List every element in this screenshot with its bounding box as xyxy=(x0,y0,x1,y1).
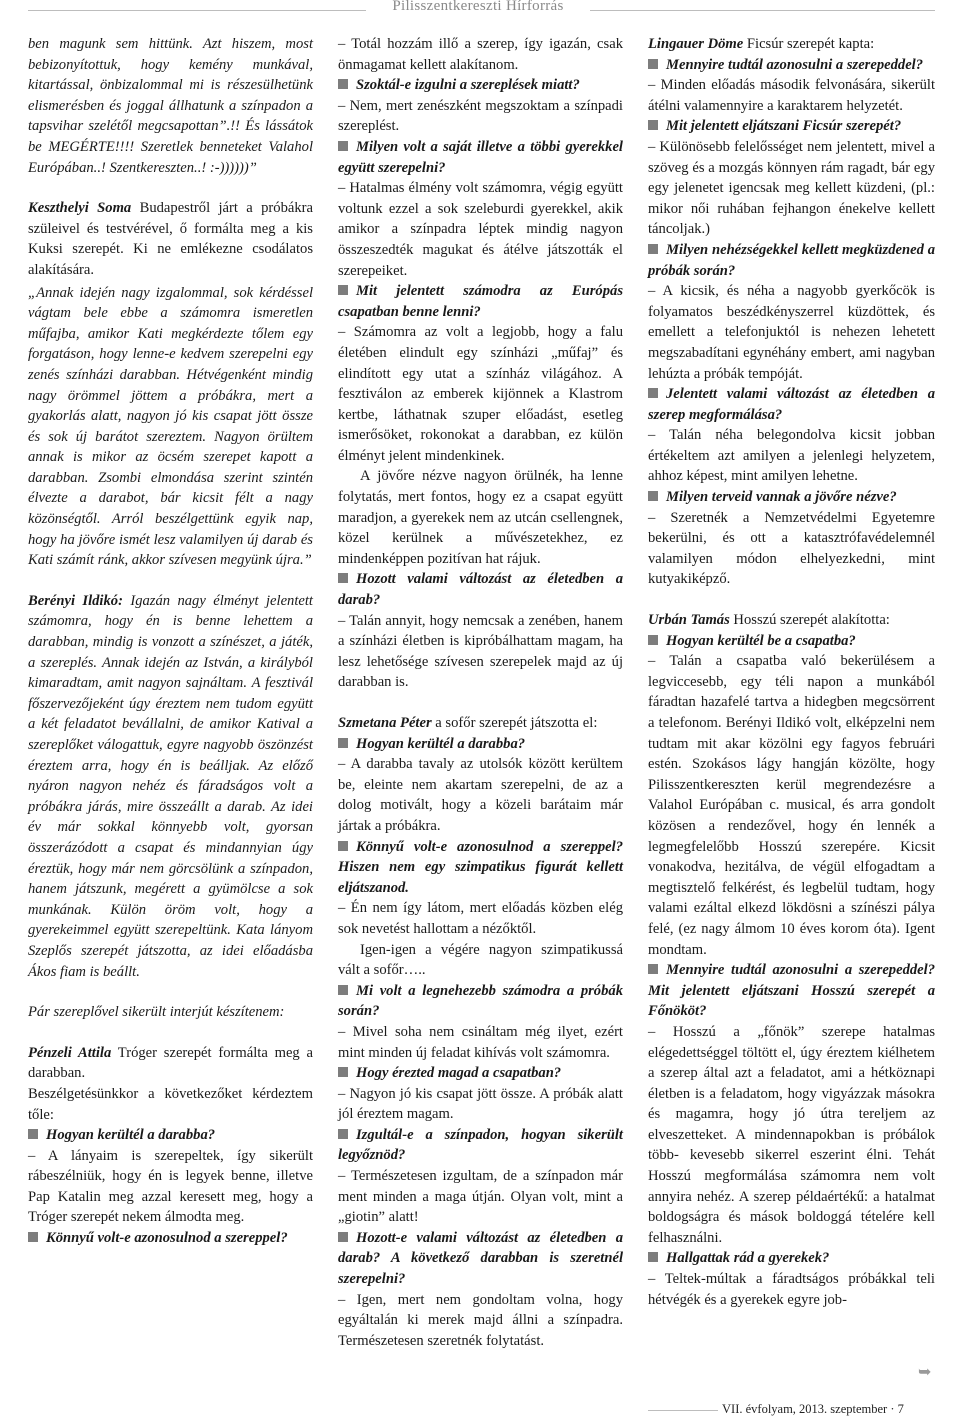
soma-paragraph: Keszthelyi Soma Budapestről járt a próbákra szüleivel és testvérével, ő formálta meg a kis Kuksi szerepét. Ki ne emlékezne csodálatos alakítására. xyxy=(28,200,314,278)
square-bullet-icon xyxy=(338,141,348,151)
newspaper-title: Pilisszentkereszti Hírforrás xyxy=(392,0,564,14)
dome-paragraph: Lingauer Döme Ficsúr szerepét kapta: xyxy=(648,36,875,52)
question: Könnyű volt-e azonosulnod a szereppel? xyxy=(28,1228,313,1249)
question: Hozott-e valami változást az életedben a darab? A következő darabban is szeretnél szerepelni? xyxy=(338,1229,623,1288)
column-3 xyxy=(648,34,935,1310)
square-bullet-icon xyxy=(338,1129,348,1139)
answer: – Minden előadás második felvonására, sikerült átélni valamennyire a karaktarem helyzetét. xyxy=(648,77,935,114)
question: Izgultál-e a színpadon, hogyan sikerült legyőznöd? xyxy=(338,1126,623,1164)
answer: – Számomra az volt a legjobb, hogy a falu életében elindult egy színházi „műfaj” és elindított egy utat a színház világához. A fesztiválon az emberek kijönnek a Klastrom kertbe, láthatnak szuper előadást, esetleg ismerősöket, rokonokat a darabban, ez külön élményt jelent mindenkinek. xyxy=(338,324,623,464)
square-bullet-icon xyxy=(648,244,658,254)
header-rule-right xyxy=(590,10,935,11)
square-bullet-icon xyxy=(648,388,658,398)
answer: – Talán annyit, hogy nemcsak a zenében, hanem a színházi életben is kipróbálhattam magam, ha lesz lehetősége szívesen szerepelek majd az új darabban is. xyxy=(338,612,623,691)
answer: – Hatalmas élmény volt számomra, végig együtt voltunk ezzel a sok szeleburdi gyerekkel, akik amikor a színpadra léptek mindig nagyon összeszedték magukat és átélve játszották el szerepeiket. xyxy=(338,180,623,279)
interview-intro: Pár szereplővel sikerült interjút készítenem: xyxy=(28,1004,285,1021)
square-bullet-icon xyxy=(648,59,658,69)
issue-and-page-number: VII. évfolyam, 2013. szeptember · 7 xyxy=(722,1402,904,1416)
peter-paragraph: Szmetana Péter a sofőr szerepét játszotta el: xyxy=(338,715,598,731)
question: Szoktál-e izgulni a szereplések miatt? xyxy=(338,75,623,96)
square-bullet-icon xyxy=(338,285,348,295)
square-bullet-icon xyxy=(648,1252,658,1262)
tamas-paragraph: Urbán Tamás Hosszú szerepét alakította: xyxy=(648,612,890,629)
answer: – Mivel soha nem csináltam még ilyet, ezért mint minden új feladat kihívás volt számomra. xyxy=(338,1023,623,1061)
question: Hogyan kerültél be a csapatba? xyxy=(648,631,935,652)
question: Jelentett valami változást az életedben a szerep megformálása? xyxy=(648,386,935,423)
page-header xyxy=(0,0,960,26)
square-bullet-icon xyxy=(648,491,658,501)
attila-paragraph: Pénzeli Attila Tróger szerepét formálta meg a darabban. xyxy=(28,1044,313,1082)
square-bullet-icon xyxy=(28,1232,38,1242)
answer-continued: Igen-igen a végére nagyon szimpatikussá vált a sofőr….. xyxy=(338,941,623,979)
answer: – Szeretnék a Nemzetvédelmi Egyetemre bekerülni, és ott a katasztrófavédelemnél valamilyen módon elhelyezkedni, mint kutyakiképző. xyxy=(648,509,935,588)
square-bullet-icon xyxy=(338,1232,348,1242)
answer: – Talán a csapatba való bekerülésem a legviccesebb, egy téli napon a munkából fáradtan hazafelé tartva a hidegben megcsörrent a telefonom. Berényi Ildikó volt, elképzelni nem tudtam mit akar közölni egy fagyos februári estén. Szokásos lágy hangján közölte, hogy Pilisszentkereszten kerül megrendezésre a Valahol Európában c. musical, és arra gondolt közösen a rendezővel, hogy én lennék a legmegfelelőbb Hosszú szerepére. Kicsit vonakodva, hezitálva, de végül elfogadtam a megtisztelő felkérést, és legbelül tudtam, hogy valami ezáltal elkezd lökdösni a színészi pálya felé, (ez nagy álmom 10 éves korom óta). Igent mondtam. xyxy=(648,653,935,958)
question: Hallgattak rád a gyerekek? xyxy=(648,1248,935,1269)
answer: – Különösebb felelősséget nem jelentett, mivel a szöveg és a mozgás könnyen rám ragadt, bár egy egy jelenetet igencsak meg kellett küzdeni, (pl.: mikor női ruhában fejhangon énekelve kellett táncoljak.) xyxy=(648,138,935,238)
answer: – Hosszú a „főnök” szerepe hatalmas elégedettséggel töltött el, úgy éreztem kiélhetem a szerep által azt a feladatot, ami a hétköznapi életben is a feladatom, hogy vigyázzak másokra és magamra, hogy jó útra tereljem az elveszetteket. A mindennapokban is próbálok több- kevesebb sikerrel eszerint élni. Tehát Hosszú megformálása számomra nem volt annyira nehéz. A szerep példaértékű: a hatalmat boldogságra és mások boldoggá tételére kell felhasználni. xyxy=(648,1023,935,1246)
square-bullet-icon xyxy=(338,573,348,583)
answer-continued: A jövőre nézve nagyon örülnék, ha lenne folytatás, mert fontos, hogy ez a csapat együtt maradjon, a gyerekek nem az utcán csellengnek, közel kerülnek a művészetekhez, ez mindenképpen pozitívan hat rájuk. xyxy=(338,468,623,567)
question: Mit jelentett számodra az Európás csapatban benne lenni? xyxy=(338,283,623,320)
answer: – Talán néha belegondolva kicsit jobban értékeltem azt amilyen a jelenlegi helyzetem, ahhoz képest, mint amilyen lehetne. xyxy=(648,427,935,485)
continue-arrow-icon: ➥ xyxy=(918,1362,932,1381)
person-name: Keszthelyi Soma xyxy=(28,200,132,217)
square-bullet-icon xyxy=(338,841,348,851)
question: Hozott valami változást az életedben a darab? xyxy=(338,571,623,609)
question: Mi volt a legnehezebb számodra a próbák során? xyxy=(338,982,623,1020)
answer: – Nem, mert zenészként megszoktam a színpadi szereplést. xyxy=(338,97,623,135)
answer: – Én nem így látom, mert előadás közben elég sok nevetést hallottam a nézőktől. xyxy=(338,900,623,937)
square-bullet-icon xyxy=(338,1067,348,1077)
column-2 xyxy=(338,34,623,1351)
square-bullet-icon xyxy=(338,738,348,748)
square-bullet-icon xyxy=(338,79,348,89)
square-bullet-icon xyxy=(338,985,348,995)
square-bullet-icon xyxy=(648,964,658,974)
answer: – Teltek-múltak a fáradtságos próbákkal teli hétvégék és a gyerekek egyre job- xyxy=(648,1271,935,1308)
question: Könnyű volt-e azonosulnod a szereppel? Hiszen nem egy szimpatikus figurát kellett eljátszanod. xyxy=(338,838,623,896)
ildiko-paragraph: Berényi Ildikó: Igazán nagy élményt jelentett számomra, hogy én is benne lehettem a darabban, mindig is vonzott a színészet, a játék, a szereplés. Annak idején az István, a királyból kimaradtam, amit nagyon sajnáltam. A fesztivál főszervezőjeként úgy éreztem nem tudom együtt a két feladatot bevállalni, de amikor Katival a szereplőket válogattuk, egyre nagyobb öszönzést éreztem arra, hogy én is beálljak. Az előző nyáron nagyon nehéz és fáradságos volt a próbákra járás, mire összeállt a darab. Az idei év már sokkal könnyebb volt, gyorsan összerázódott a csapat és mindannyian úgy éreztük, hogy már nem görcsölünk a színpadon, hanem játszunk, megérett a gyümölcse a sok munkának. Külön öröm volt, hogy a gyerekeimmel együtt szerepeltünk. Kata lányom Szeplős szerepét játszotta, az idei előadásba Ákos fiam is beállt. xyxy=(28,592,313,980)
square-bullet-icon xyxy=(648,120,658,130)
footer-rule xyxy=(648,1410,718,1411)
soma-quote: „Annak idején nagy izgalommal, sok kérdéssel vágtam bele ebbe a számomra ismeretlen műfajba, amikor Kati megkérdezte tőlem egy forgatáson, hogy lenne-e kedvem szerepelni egy zenés színházi darabban. Hétvégenként mindig nagy örömmel jöttem a próbákra, mert a gyakorlás alatt, nagyon jó kis csapat jött össze és sok új barátot szereztem. Nagyon örültem annak is mikor az öcsém szerepet kapott a darabban. Zsombi elmondása szerint szintén élvezte a darabot, bár kicsit félt a nagy közönségtől. Arról beszélgettünk egyik nap, hogy ha jövőre ismét lesz valamilyen új darab és Kati számít ránk, akkor szívesen megyünk újra.” xyxy=(28,284,313,569)
person-name: Szmetana Péter xyxy=(338,715,432,731)
answer: – Igen, mert nem gondoltam volna, hogy egyáltalán ki merek majd állni a színpadra. Természetesen szeretnék folytatást. xyxy=(338,1291,623,1349)
question: Milyen nehézségekkel kellett megküzdened a próbák során? xyxy=(648,241,935,279)
question: Mit jelentett eljátszani Ficsúr szerepét? xyxy=(648,116,935,137)
person-name: Pénzeli Attila xyxy=(28,1044,112,1061)
square-bullet-icon xyxy=(648,635,658,645)
question: Mennyire tudtál azonosulni a szerepeddel? Mit jelentett eljátszani Hosszú szerepét a Főnököt? xyxy=(648,962,935,1020)
question: Milyen volt a saját illetve a többi gyerekkel együtt szerepelni? xyxy=(338,138,623,176)
question: Hogyan kerültél a darabba? xyxy=(28,1125,313,1146)
answer: – Természetesen izgultam, de a színpadon már ment minden a maga útján. Olyan volt, mint a „giotin” alatt! xyxy=(338,1168,623,1226)
person-name: Lingauer Döme xyxy=(648,36,744,52)
column-1 xyxy=(28,34,313,1249)
person-name: Berényi Ildikó: xyxy=(28,592,123,609)
question: Hogy érezted magad a csapatban? xyxy=(338,1063,623,1084)
question: Mennyire tudtál azonosulni a szerepeddel? xyxy=(648,55,935,76)
header-rule-left xyxy=(28,10,366,11)
previous-quote-end: ben magunk sem hittünk. Azt hiszem, most bebizonyítottuk, hogy kemény munkával, kitartással, önbizalommal mi is részesülhetünk elismerésben és joggal állhatunk a színpadon a tapsvihar szelétől megcsapottan”.!! És lássátok be MEGÉRTE!!!! Szeretlek benneteket Valahol Európában..! Szentkereszten..! :-))))))” xyxy=(28,36,313,176)
answer: – Nagyon jó kis csapat jött össze. A próbák alatt jól éreztem magam. xyxy=(338,1085,623,1123)
answer: – A kicsik, és néha a nagyobb gyerkőcök is folyamatos beszédkényszerrel küzdöttek, és emellett a telefonjuktól is nehezen lehetett megszabadítani egynéhány embert, ami nagyban lehúzta a próbák tempóját. xyxy=(648,283,935,382)
page-footer xyxy=(0,1400,960,1422)
question: Milyen terveid vannak a jövőre nézve? xyxy=(648,487,935,508)
answer: – A lányaim is szerepeltek, így sikerült rábeszélniük, hogy én is legyek benne, illetve Pap Katalin meg azzal keresett meg, hogy a Tróger szerepét nekem álmodta meg. xyxy=(28,1147,313,1226)
square-bullet-icon xyxy=(28,1129,38,1139)
attila-intro-2: Beszélgetésünkkor a következőket kérdeztem tőle: xyxy=(28,1085,313,1123)
answer: – Totál hozzám illő a szerep, így igazán, csak önmagamat kellett alakítanom. xyxy=(338,36,623,73)
answer: – A darabba tavaly az utolsók között kerültem be, eleinte nem akartam szerepelni, de az a dolog motivált, hogy a közeli barátaim már jártak a próbákra. xyxy=(338,756,623,834)
person-name: Urbán Tamás xyxy=(648,612,730,629)
question: Hogyan kerültél a darabba? xyxy=(338,734,623,755)
